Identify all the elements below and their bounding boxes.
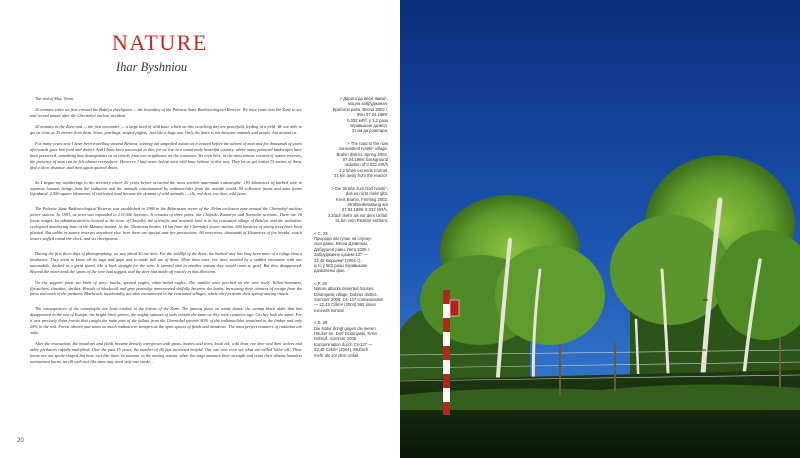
photo-caption: [314, 231, 398, 274]
caption-line: radiation of 0,032 mR/h: [344, 162, 388, 168]
paragraph: 20 minutes since we first crossed the Babčyn checkpoint — the boundary of the Palessie State Radioecological Reserve. We have come into the Zone to see and record nature after the Chernobyl nuclear accident.: [30, 107, 302, 118]
photo-caption: [314, 281, 398, 313]
caption-line: Häuser an. Dorf Dziamjanki, Kreis: [314, 331, 378, 337]
photo-caption: [314, 141, 398, 179]
caption-line: Die Natur dringt gegen die leeren: [314, 325, 376, 331]
caption-line: 07.04.1989: 0,032 mR/h,: [341, 207, 388, 213]
paragraph: So I began my wanderings in the territory where 20 years before occurred the most terrible man-made catastrophe. 193 kilometres of barbed wire to separate humans beings from the radiation and the animals contaminated by radionuclides from the outside world. 94 collective farms and state farms liquidated. 2,500 square kilometres of cultivated land became the domain of wild animals — elk, red deer, roe deer, wild boar...: [30, 179, 302, 197]
caption-line: перавышае дазвол.: [349, 123, 388, 129]
caption-line: 31 км да рэактара.: [351, 128, 388, 134]
caption-line: дазволены фон.: [314, 268, 346, 274]
caption-line: Brahin district. Spring 2002.: [336, 151, 388, 157]
caption-line: Summer 2005. Cs-137 contamination: [314, 297, 384, 302]
caption-line: Kreis Brahin, Frühling 2002.: [336, 196, 388, 202]
caption-page-reference: < С. 29: [314, 230, 328, 236]
caption-line: Nature attacks deserted houses.: [314, 286, 375, 292]
caption-line: > Дарога да вёскі Іванкі*,: [339, 96, 388, 101]
caption-line: Фон 07.04.1989:: [356, 112, 388, 118]
caption-line: 3,2 times exceeds normal.: [339, 167, 388, 173]
caption-line: лыя дамы. Вёска Дзям'яны,: [314, 241, 369, 247]
paragraph: The end of May. Noon.: [35, 96, 75, 101]
caption-line: mehr als vor dem Unfall.: [314, 352, 360, 358]
article-title: NATURE: [112, 30, 208, 55]
caption-line: 0,032 мР/г, у 3,2 раза: [347, 117, 388, 123]
landscape-photo: [400, 0, 800, 458]
caption-line: 07.04.1989: background: [342, 157, 388, 163]
article-body: [30, 96, 302, 370]
photo-illustration: [400, 0, 800, 458]
caption-line: Dziamjanki village, Dobrus district.: [314, 291, 378, 297]
caption-line: Kontamination durch Cs-137 —: [314, 341, 373, 347]
caption-line: Прырода наступае на спусце-: [314, 235, 373, 241]
caption-line: 31 km away from the reactor.: [334, 173, 388, 179]
caption-line: > Die Straße zum Dorf Ivanki*,: [331, 185, 388, 191]
caption-line: Добрушскі раён. Лета 2005 г.: [314, 246, 370, 252]
photo-captions: [314, 96, 398, 365]
photo-caption: [314, 186, 398, 224]
caption-line: — 22,48 Ci/km² (2004) 562 times: [314, 302, 376, 308]
caption-line: 3,2fach mehr als vor dem Unfall.: [327, 212, 388, 218]
photo-caption: [314, 320, 398, 358]
paragraph: After the evacuation, the meadows and fields became densely overgrown with grass, bushes and trees, local elk, wild boar, roe deer and then wolves and other predators rapidly multiplied. Over the past 15 years, the number of elk has increased tenfold. One can now even see what are called 'killer elk'. Their horns are not spade-shaped but have awl-like tines. In autumn, in the mating season, when the stags measure their strength and cross their almost harmless tournament horns, an elk with awl-like tines may need only one stroke...: [30, 341, 302, 364]
caption-line: nonexistent Ivanki* village.: [338, 146, 388, 152]
paragraph: The consequences of the catastrophe are least evident in the forests of the Zone. The famous pines on sandy dunes, the swamp black alder that has disappeared in the rest of Europe, the bright birch groves, the mighty statures of oaks remain the same as they were centuries ago. Or they look the same. For it was precisely these forests that caught the main part of the fallout from the Chernobyl reactor. 80% of the radionuclides remained in the timber and only 20% in the soil. Forest absorb four times as much radioactive isotopes as the open spaces of fields and meadows. The most perfect retainers of radiation are oaks.: [30, 306, 302, 335]
page-number: 20: [17, 438, 24, 444]
caption-line: Strahlenbelastung am: [347, 201, 388, 207]
caption-line: 22,48 Кюры/км² (2004 г.),: [314, 257, 362, 263]
paragraph: During the first three days of photographing, we saw about 50 roe deer. For the wildlife of the Zone, the barbed wire has long been more of a refuge than a hindrance. They seem to know all its sags and gaps and to make full use of them. More than once, roe deer, startled by a sudden encounter with our automobile, dashed at a great speed, like a bird, straight for the wire. It seemed that in another instant they would come to grief. But they disappeared. Beyond the outer bank the spans of the wire had sagged, and the deer had made off exactly in that direction.: [30, 250, 302, 274]
caption-page-reference: < S. 29: [314, 320, 328, 326]
caption-line: што ў 562 разы перавышае: [314, 262, 368, 268]
caption-line: das es nicht mehr gibt.: [345, 191, 388, 197]
caption-line: 31 km vom Reaktor entfernt.: [335, 218, 388, 224]
caption-line: Забруджанне цэзіем-137 —: [314, 252, 368, 258]
paragraph: The Palessie State Radioecological Reserve was established in 1988 in the Belarusian sector of the 30-km exclusion zone around the Chernobyl nuclear power station. In 1993, its area was expanded to 215,000 hectares. It consists of three parts: the Chojniki, Kamaryn and Narowlia sections. There are 16 forest ranges. Its administration is located in the town of Chojniki; the scientific and research base is in the evacuated village of Babčyn, and the radiation-ecological monitoring base at the Masany station, by the Ukrainian border, 10 km from the Chernobyl power station. 600 hectares of young trees have been planted. But unlike in nature reserves anywhere else, here there are special anti-fire precautions: 60 reservoirs, thousands of kilometres of fire breaks, watch towers staffed round the clock, and six checkpoints...: [30, 206, 302, 241]
caption-line: Dobruš. Sommer 2005.: [314, 336, 358, 342]
paragraph: For many years now I have been travelling around Belarus, seeking out unspoiled nature as it existed before the advent of man and for thousands of years afterwards gave him food and shelter. And I have been successful in this, for we live in a wondrously beautiful country, where many primeval landscapes have been preserved, something that distinguishes us so clearly from our neighbours on the continent. Yet even here, in the most remote corners of nature reserves, the presence of man can be felt almost everywhere. However, I had never before seen wild boar behave in this way. They let us get within 15 metres of them, fled a short distance, and then again quieted down.: [30, 141, 302, 170]
caption-line: > The road to the now: [347, 140, 388, 146]
caption-line: exceeds normal.: [314, 307, 345, 313]
article-author: Ihar Byshniou: [116, 60, 188, 74]
caption-line: Брагінскі раён. Вясна 2002 г.: [332, 106, 388, 112]
caption-page-reference: < P. 29: [314, 280, 327, 286]
caption-line: 22,48 Ci/km² (2004), 562fach: [314, 347, 369, 353]
paragraph: On the support posts sat birds of prey: hawks, spotted eagles, white-tailed eagles. The smaller ones perched on the wire itself. Yellow-hammers, flycatchers, thrushes, shrikes. Broods of blackcock and grey partridge manoeuvred skilfully between the barbs, increasing their chances of escape from the paws and teeth of the predator. Blackcock, incidentally, are also encountered in the evacuated villages, where they perform their spring-mating rituals.: [30, 279, 302, 297]
photo-caption: [314, 96, 398, 134]
caption-line: моцна забруджаная,: [348, 101, 388, 107]
paragraph: 20 minutes in the Zone and — the first encounter — a large herd of wild boar, which on this scorching day are peacefully feeding in a field. We are able to get as close as 15 metres from them. Sows, yearlings, striped piglets. Just like a huge zoo. Only the fence is not between animals and people, but around us.: [30, 124, 302, 135]
